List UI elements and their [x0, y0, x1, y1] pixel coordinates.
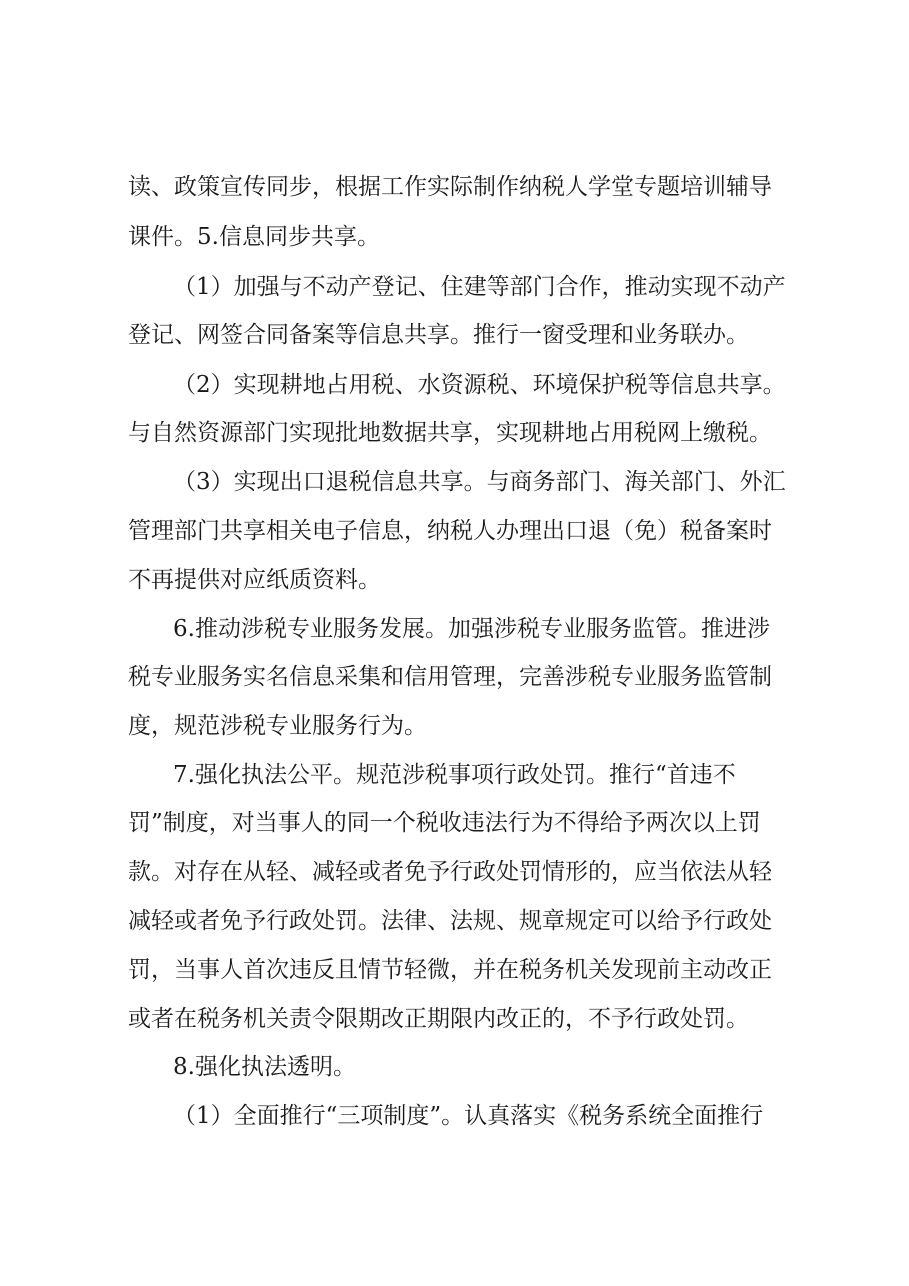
text-line: （1）加强与不动产登记、住建等部门合作，推动实现不动产	[173, 274, 786, 300]
text-line: 登记、网签合同备案等信息共享。推行一窗受理和业务联办。	[128, 322, 749, 348]
text-line: 管理部门共享相关电子信息，纳税人办理出口退（免）税备案时	[128, 518, 772, 544]
text-line: （1）全面推行“三项制度”。认真落实《税务系统全面推行	[173, 1103, 764, 1129]
text-line: 不再提供对应纸质资料。	[128, 567, 381, 593]
text-line: 8.强化执法透明。	[173, 1054, 356, 1080]
text-line: 罚，当事人首次违反且情节轻微，并在税务机关发现前主动改正	[128, 957, 772, 983]
text-line: 或者在税务机关责令限期改正期限内改正的，不予行政处罚。	[128, 1006, 749, 1032]
text-line: 6.推动涉税专业服务发展。加强涉税专业服务监管。推进涉	[173, 616, 770, 642]
text-line: 7.强化执法公平。规范涉税事项行政处罚。推行“首违不	[173, 762, 736, 788]
text-line: 税专业服务实名信息采集和信用管理，完善涉税专业服务监管制	[128, 664, 772, 690]
text-line: 度，规范涉税专业服务行为。	[128, 713, 427, 739]
text-line: 减轻或者免予行政处罚。法律、法规、规章规定可以给予行政处	[128, 908, 772, 934]
text-line: 读、政策宣传同步，根据工作实际制作纳税人学堂专题培训辅导	[128, 174, 772, 200]
text-line: 罚”制度，对当事人的同一个税收违法行为不得给予两次以上罚	[128, 810, 761, 836]
text-line: 与自然资源部门实现批地数据共享，实现耕地占用税网上缴税。	[128, 420, 772, 446]
text-line: 款。对存在从轻、减轻或者免予行政处罚情形的，应当依法从轻	[128, 859, 772, 885]
text-line: （2）实现耕地占用税、水资源税、环境保护税等信息共享。	[173, 372, 786, 398]
text-line: 课件。5.信息同步共享。	[128, 224, 380, 250]
text-line: （3）实现出口退税信息共享。与商务部门、海关部门、外汇	[173, 469, 786, 495]
